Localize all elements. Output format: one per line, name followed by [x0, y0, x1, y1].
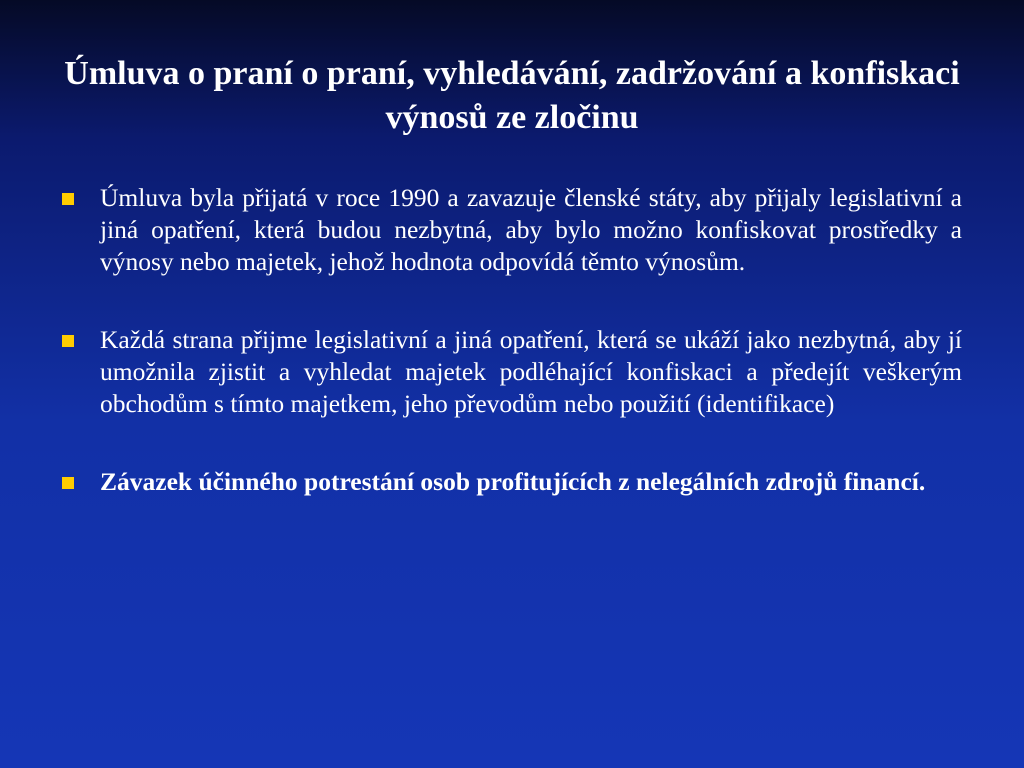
- bullet-list: [62, 182, 962, 544]
- bullet-item: [62, 466, 962, 498]
- bullet-item: [62, 182, 962, 278]
- square-bullet-icon: [62, 193, 74, 205]
- slide-title: Úmluva o praní o praní, vyhledávání, zadržování a konfiskaci výnosů ze zločinu: [64, 55, 960, 136]
- bullet-text: Závazek účinného potrestání osob profitujících z nelegálních zdrojů financí.: [100, 467, 926, 496]
- square-bullet-icon: [62, 477, 74, 489]
- bullet-text: Každá strana přijme legislativní a jiná opatření, která se ukáží jako nezbytná, aby jí umožnila zjistit a vyhledat majetek podléhající konfiskaci a předejít veškerým obchodům s tímto majetkem, jeho převodům nebo použití (identifikace): [100, 325, 962, 418]
- bullet-item: [62, 324, 962, 420]
- square-bullet-icon: [62, 335, 74, 347]
- bullet-text: Úmluva byla přijatá v roce 1990 a zavazuje členské státy, aby přijaly legislativní a jiná opatření, která budou nezbytná, aby bylo možno konfiskovat prostředky a výnosy nebo majetek, jehož hodnota odpovídá těmto výnosům.: [100, 183, 962, 276]
